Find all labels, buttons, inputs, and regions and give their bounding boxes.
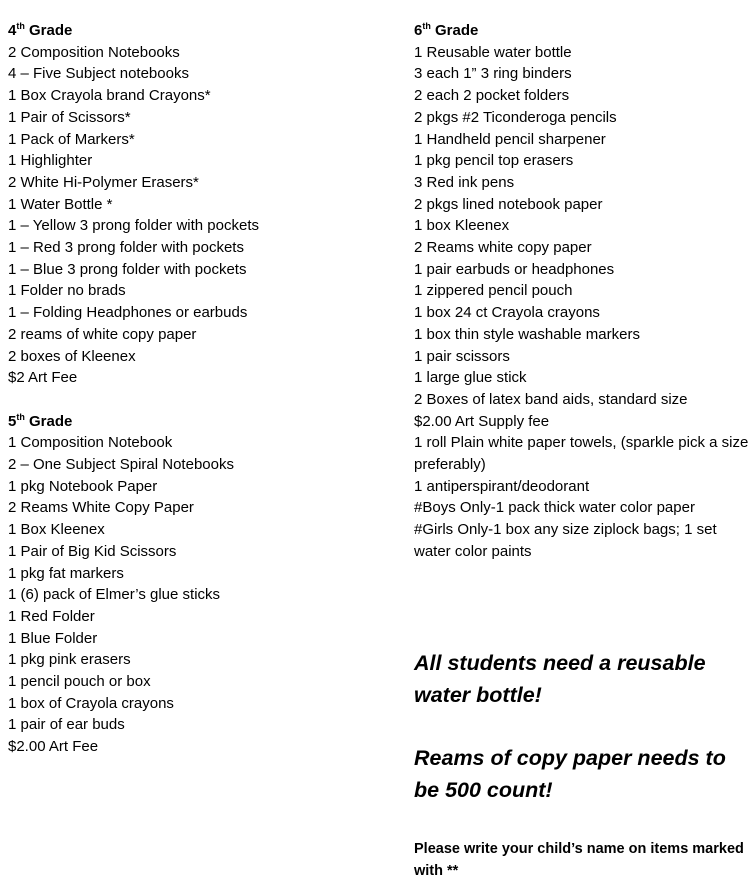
list-item: 1 pair scissors <box>414 347 510 365</box>
grade-5-list <box>8 432 398 758</box>
list-item: 2 White Hi-Polymer Erasers* <box>8 173 199 191</box>
list-item: 3 each 1” 3 ring binders <box>414 65 572 83</box>
list-item: 2 – One Subject Spiral Notebooks <box>8 456 234 474</box>
left-column <box>8 20 398 758</box>
list-item: 1 roll Plain white paper towels, (sparkle pick a size preferably) <box>414 434 749 474</box>
list-item: 2 Boxes of latex band aids, standard size <box>414 390 688 408</box>
notes-section <box>414 648 750 882</box>
list-item: 1 – Folding Headphones or earbuds <box>8 304 248 322</box>
list-item: 1 – Yellow 3 prong folder with pockets <box>8 217 259 235</box>
list-item: 1 Box Kleenex <box>8 521 105 539</box>
list-item: 1 Pack of Markers* <box>8 130 135 148</box>
list-item: 2 reams of white copy paper <box>8 325 197 343</box>
list-item: 1 Handheld pencil sharpener <box>414 130 606 148</box>
list-item: 1 pencil pouch or box <box>8 673 151 691</box>
water-bottle-notice: All students need a reusable water bottle! <box>414 651 706 707</box>
list-item: 1 Reusable water bottle <box>414 43 572 61</box>
list-item: 1 zippered pencil pouch <box>414 282 573 300</box>
list-item: 4 – Five Subject notebooks <box>8 65 189 83</box>
list-item: 2 pkgs lined notebook paper <box>414 195 603 213</box>
list-item: 2 Reams white copy paper <box>414 239 592 257</box>
grade-4-heading: 4th Grade <box>8 21 73 39</box>
list-item: 1 large glue stick <box>414 369 527 387</box>
grade-6-heading: 6th Grade <box>414 21 479 39</box>
list-item: 1 box Kleenex <box>414 217 510 235</box>
list-item: 1 pair of ear buds <box>8 716 125 734</box>
grade-5-heading: 5th Grade <box>8 411 73 430</box>
list-item: 1 pair earbuds or headphones <box>414 260 615 278</box>
right-column <box>414 20 750 563</box>
list-item: 1 pkg fat markers <box>8 564 124 582</box>
list-item: #Girls Only-1 box any size ziplock bags; 1 set water color paints <box>414 521 717 560</box>
list-item: 1 Composition Notebook <box>8 434 173 452</box>
list-item: $2.00 Art Supply fee <box>414 412 550 430</box>
list-item: 1 antiperspirant/deodorant <box>414 477 590 495</box>
list-item: 1 box 24 ct Crayola crayons <box>414 304 600 322</box>
list-item: 1 (6) pack of Elmer’s glue sticks <box>8 586 221 604</box>
list-item: 2 Composition Notebooks <box>8 43 180 61</box>
list-item: 1 pkg pink erasers <box>8 651 131 669</box>
list-item: #Boys Only-1 pack thick water color paper <box>414 499 695 517</box>
list-item: $2.00 Art Fee <box>8 738 99 756</box>
list-item: 1 Pair of Scissors* <box>8 108 131 126</box>
list-item: $2 Art Fee <box>8 369 78 387</box>
list-item: 1 Blue Folder <box>8 629 98 647</box>
list-item: 2 Reams White Copy Paper <box>8 499 194 517</box>
list-item: 1 Box Crayola brand Crayons* <box>8 87 211 105</box>
list-item: 1 pkg Notebook Paper <box>8 477 158 495</box>
list-item: 1 box thin style washable markers <box>414 325 640 343</box>
list-item: 1 box of Crayola crayons <box>8 694 174 712</box>
list-item: 1 pkg pencil top erasers <box>414 152 574 170</box>
list-item: 1 Red Folder <box>8 607 95 625</box>
name-reminder: Please write your child’s name on items marked with ** <box>414 841 744 879</box>
list-item: 1 – Blue 3 prong folder with pockets <box>8 260 247 278</box>
list-item: 1 Folder no brads <box>8 282 126 300</box>
grade-4-list <box>8 42 398 389</box>
copy-paper-notice: Reams of copy paper needs to be 500 count! <box>414 746 726 802</box>
list-item: 1 Water Bottle * <box>8 195 113 213</box>
list-item: 3 Red ink pens <box>414 173 515 191</box>
list-item: 2 boxes of Kleenex <box>8 347 136 365</box>
list-item: 2 each 2 pocket folders <box>414 87 570 105</box>
list-item: 1 – Red 3 prong folder with pockets <box>8 239 244 257</box>
list-item: 1 Pair of Big Kid Scissors <box>8 542 177 560</box>
list-item: 1 Highlighter <box>8 152 93 170</box>
grade-6-list <box>414 42 750 563</box>
list-item: 2 pkgs #2 Ticonderoga pencils <box>414 108 617 126</box>
